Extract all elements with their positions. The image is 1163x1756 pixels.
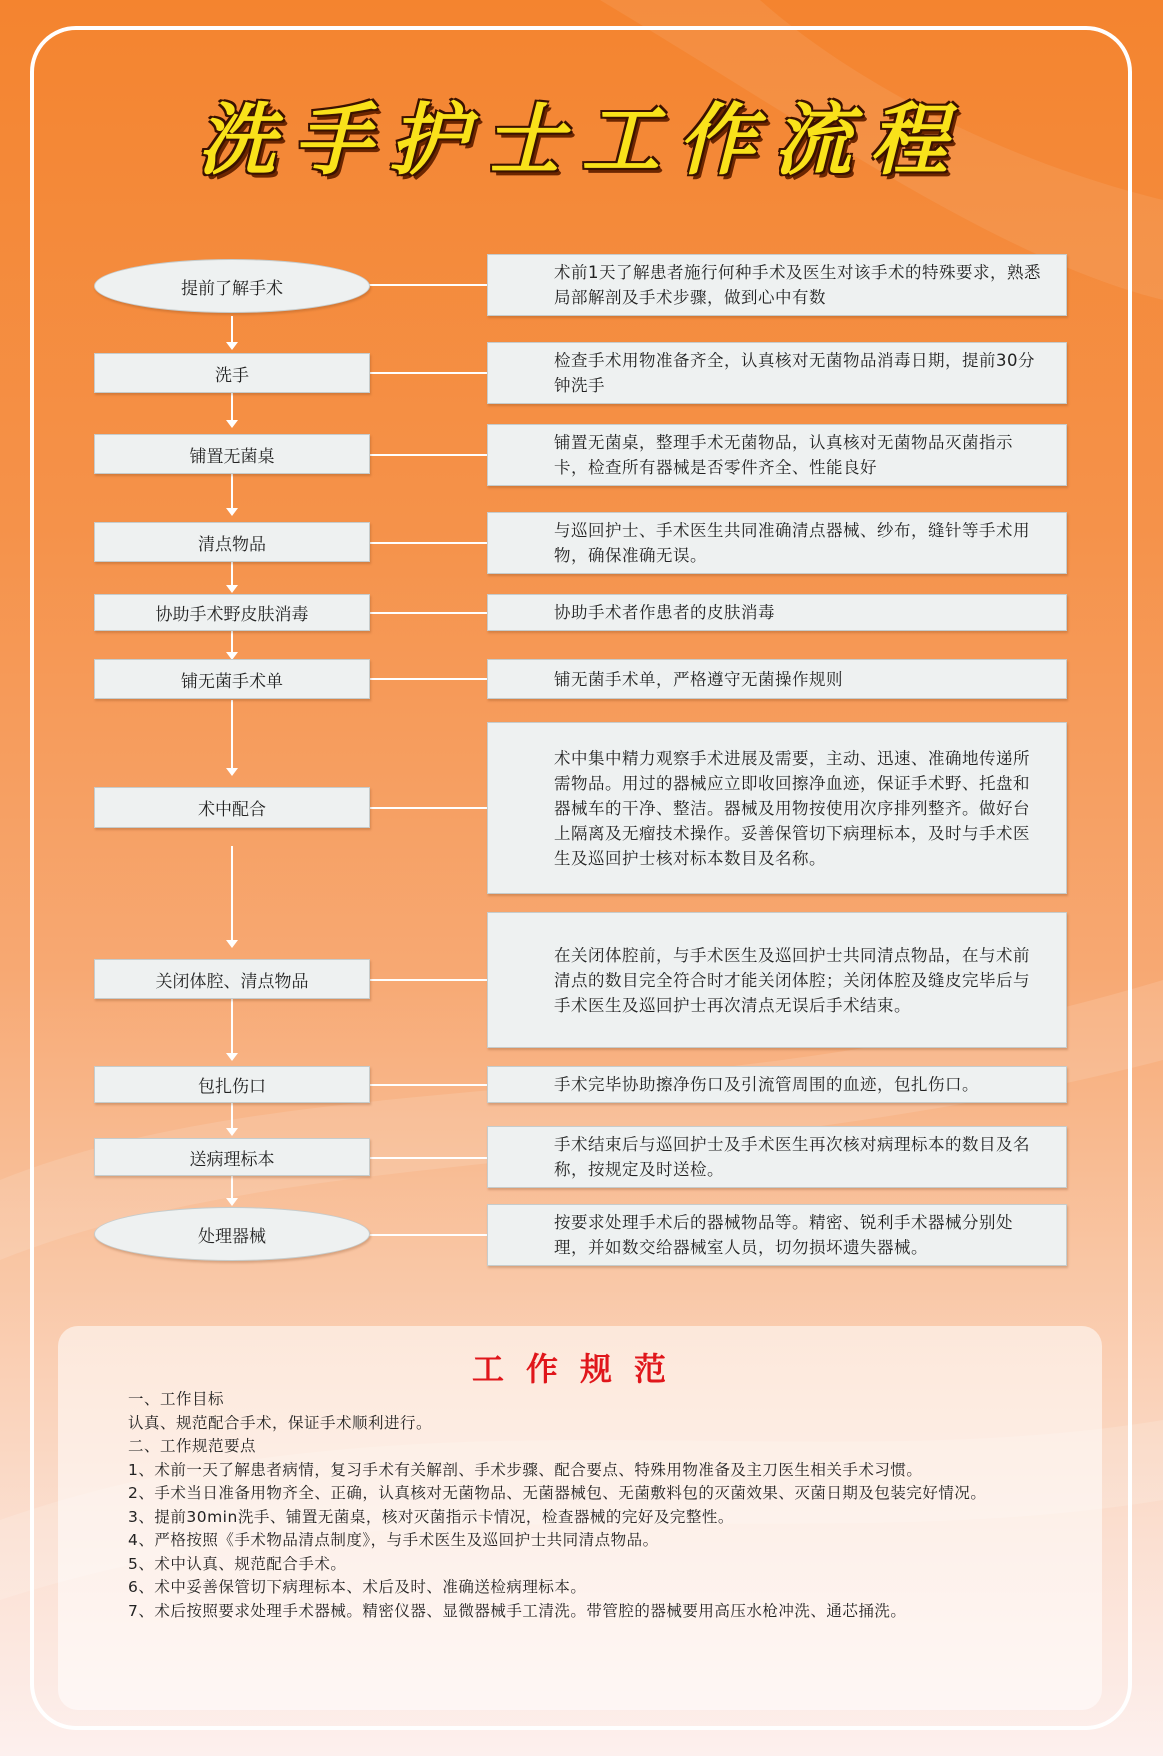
arrow-2 (231, 393, 233, 422)
connector-7 (369, 807, 488, 809)
connector-8 (369, 979, 488, 981)
norms-line-9: 6、术中妥善保管切下病理标本、术后及时、准确送检病理标本。 (128, 1578, 587, 1596)
arrow-8 (231, 997, 233, 1055)
norms-line-4: 1、术前一天了解患者病情，复习手术有关解剖、手术步骤、配合要点、特殊用物准备及主刀医生相关手术习惯。 (128, 1460, 923, 1479)
step-box-6: 铺无菌手术单 (94, 659, 370, 699)
step-box-4: 清点物品 (94, 522, 370, 562)
step-box-10: 送病理标本 (94, 1138, 370, 1176)
step-desc-6: 铺无菌手术单，严格遵守无菌操作规则 (487, 659, 1067, 699)
connector-1 (369, 284, 488, 286)
work-norms-panel (58, 1326, 1102, 1710)
step-box-5: 协助手术野皮肤消毒 (94, 594, 370, 631)
step-box-8: 关闭体腔、清点物品 (94, 959, 370, 999)
connector-3 (369, 454, 488, 456)
connector-9 (369, 1084, 488, 1086)
norms-line-10: 7、术后按照要求处理手术器械。精密仪器、显微器械手工清洗。带管腔的器械要用高压水枪冲洗、通芯捅洗。 (128, 1601, 907, 1620)
step-box-1: 提前了解手术 (94, 259, 370, 313)
step-desc-7: 术中集中精力观察手术进展及需要，主动、迅速、准确地传递所需物品。用过的器械应立即收回擦净血迹，保证手术野、托盘和器械车的干净、整洁。器械及用物按使用次序排列整齐。做好台上隔离及无瘤技术操作。妥善保管切下病理标本，及时与手术医生及巡回护士核对标本数目及名称。 (487, 722, 1067, 894)
arrow-7 (231, 846, 233, 942)
norms-line-8: 5、术中认真、规范配合手术。 (128, 1554, 347, 1573)
step-box-2: 洗手 (94, 353, 370, 393)
connector-6 (369, 678, 488, 680)
page-title: 洗手护士工作流程 (197, 95, 966, 186)
arrow-1 (231, 316, 233, 344)
step-box-9: 包扎伤口 (94, 1066, 370, 1103)
step-desc-8: 在关闭体腔前，与手术医生及巡回护士共同清点物品，在与术前清点的数目完全符合时才能关闭体腔；关闭体腔及缝皮完毕后与手术医生及巡回护士再次清点无误后手术结束。 (487, 912, 1067, 1048)
norms-line-7: 4、严格按照《手术物品清点制度》，与手术医生及巡回护士共同清点物品。 (128, 1531, 659, 1549)
connector-2 (369, 372, 488, 374)
connector-10 (369, 1157, 488, 1159)
norms-line-1: 一、工作目标 (128, 1390, 225, 1408)
arrow-3 (231, 474, 233, 510)
norms-line-6: 3、提前30min洗手、铺置无菌桌，核对灭菌指示卡情况，检查器械的完好及完整性。 (128, 1507, 734, 1526)
norms-line-2: 认真、规范配合手术，保证手术顺利进行。 (128, 1413, 433, 1432)
step-box-3: 铺置无菌桌 (94, 434, 370, 474)
connector-4 (369, 542, 488, 544)
step-desc-10: 手术结束后与巡回护士及手术医生再次核对病理标本的数目及名称，按规定及时送检。 (487, 1126, 1067, 1188)
arrow-5 (231, 629, 233, 654)
norms-body (92, 1388, 1072, 1623)
step-desc-2: 检查手术用物准备齐全，认真核对无菌物品消毒日期，提前30分钟洗手 (487, 342, 1067, 404)
step-box-7: 术中配合 (94, 787, 370, 828)
step-desc-9: 手术完毕协助擦净伤口及引流管周围的血迹，包扎伤口。 (487, 1066, 1067, 1103)
connector-5 (369, 612, 488, 614)
arrow-6 (231, 700, 233, 770)
arrow-10 (231, 1174, 233, 1200)
step-desc-3: 铺置无菌桌，整理手术无菌物品，认真核对无菌物品灭菌指示卡，检查所有器械是否零件齐全、性能良好 (487, 424, 1067, 486)
norms-title: 工作规范 (471, 1350, 688, 1388)
step-box-11: 处理器械 (94, 1207, 370, 1261)
arrow-4 (231, 562, 233, 587)
connector-11 (369, 1234, 488, 1236)
step-desc-1: 术前1天了解患者施行何种手术及医生对该手术的特殊要求，熟悉局部解剖及手术步骤，做到心中有数 (487, 254, 1067, 316)
step-desc-11: 按要求处理手术后的器械物品等。精密、锐利手术器械分别处理，并如数交给器械室人员，切勿损坏遗失器械。 (487, 1204, 1067, 1266)
norms-line-3: 二、工作规范要点 (128, 1437, 257, 1455)
arrow-9 (231, 1101, 233, 1130)
norms-line-5: 2、手术当日准备用物齐全、正确，认真核对无菌物品、无菌器械包、无菌敷料包的灭菌效果、灭菌日期及包装完好情况。 (128, 1484, 987, 1502)
step-desc-4: 与巡回护士、手术医生共同准确清点器械、纱布，缝针等手术用物，确保准确无误。 (487, 512, 1067, 574)
step-desc-5: 协助手术者作患者的皮肤消毒 (487, 594, 1067, 631)
